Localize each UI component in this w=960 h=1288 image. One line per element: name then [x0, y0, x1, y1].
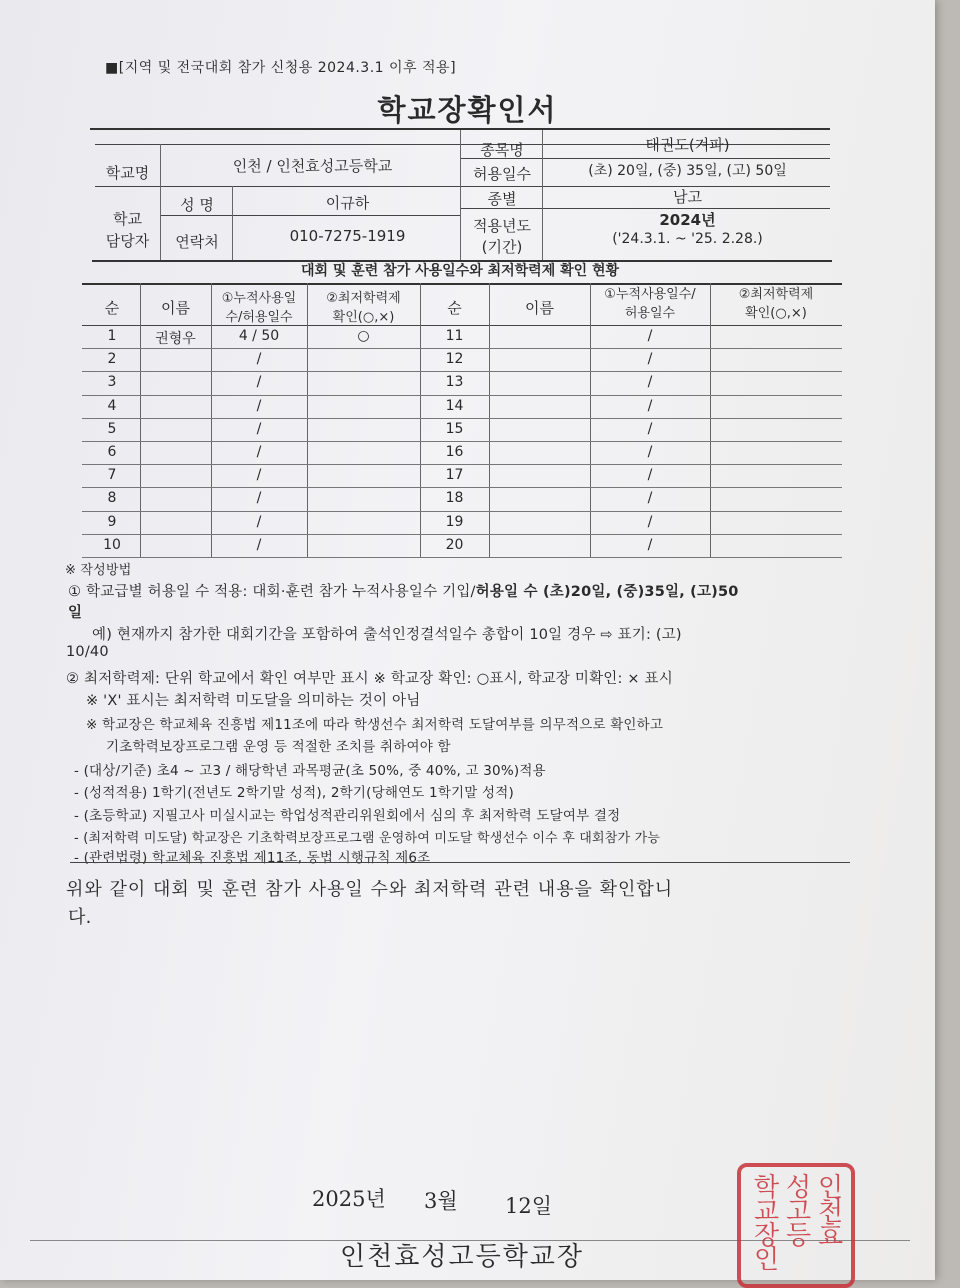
info-line — [160, 215, 460, 216]
table-caption: 대회 및 훈련 참가 사용일수와 최저학력제 확인 현황 — [300, 263, 620, 279]
header-num: 순 — [104, 299, 120, 317]
event-value: 태권도(겨파) — [645, 136, 730, 154]
notes-heading: ※ 작성방법 — [65, 563, 132, 578]
manager-label: 담당자 — [105, 232, 150, 250]
row-number: 5 — [107, 420, 117, 437]
category-label: 종별 — [487, 190, 517, 208]
table-row-border — [82, 418, 842, 419]
note-2: 예) 현재까지 참가한 대회기간을 포함하여 출석인정결석일수 총합이 10일 경우 ⇨ 표기: (고) — [92, 627, 682, 643]
header-days: ①누적사용일 — [221, 291, 297, 306]
row-days: / — [647, 490, 653, 507]
note-1 — [68, 580, 739, 601]
note-3: 10/40 — [66, 644, 109, 660]
row-days: / — [256, 490, 262, 507]
row-number: 11 — [445, 328, 464, 344]
row-number: 19 — [445, 513, 464, 530]
allowed-value: (초) 20일, (중) 35일, (고) 50일 — [588, 163, 787, 179]
row-days: / — [256, 444, 262, 460]
row-check: ○ — [357, 328, 370, 344]
info-col — [232, 186, 233, 260]
row-number: 20 — [445, 536, 464, 553]
row-days: / — [647, 513, 653, 530]
note-6: ※ 학교장은 학교체육 진흥법 제11조에 따라 학생선수 최저학력 도달여부를 의무적으로 확인하고 — [86, 717, 664, 733]
manager-label: 학교 — [113, 210, 142, 228]
principal-name: 인천효성고등학교장 — [340, 1242, 585, 1272]
row-number: 18 — [445, 490, 464, 507]
notes-divider — [70, 862, 850, 863]
row-number: 1 — [107, 328, 117, 344]
date-year: 2025년 — [312, 1187, 386, 1211]
table-row-border — [82, 487, 842, 488]
info-col — [460, 130, 461, 260]
row-days: / — [647, 536, 653, 553]
confirm-line-2: 다. — [68, 907, 92, 928]
row-number: 6 — [107, 444, 117, 460]
contact-label: 연락처 — [175, 233, 219, 251]
row-number: 10 — [103, 536, 121, 553]
name-value: 이규하 — [325, 194, 370, 212]
year-label: (기간) — [481, 238, 523, 256]
seal-text: 인천효 성고등 학교장인 — [749, 1173, 843, 1269]
header-name-right: 이름 — [525, 299, 554, 317]
row-days: / — [647, 328, 653, 344]
school-seal — [737, 1163, 855, 1288]
row-days: / — [647, 467, 653, 484]
school-label: 학교명 — [105, 164, 150, 182]
table-row-border — [82, 348, 842, 349]
note-12: - (관련법령) 학교체육 진흥법 제11조, 동법 시행규칙 제6조 — [74, 850, 431, 866]
note-1-cont: 일 — [68, 605, 83, 621]
header-check: 확인(○,×) — [332, 310, 395, 325]
confirm-line-1: 위와 같이 대회 및 훈련 참가 사용일 수와 최저학력 관련 내용을 확인합니 — [66, 879, 674, 900]
row-number: 12 — [445, 351, 464, 368]
period-value: ('24.3.1. ~ '25. 2.28.) — [612, 231, 763, 247]
document-title: 학교장확인서 — [377, 93, 558, 127]
row-number: 9 — [107, 513, 117, 530]
row-number: 13 — [445, 374, 464, 391]
form-tag: ■[지역 및 전국대회 참가 신청용 2024.3.1 이후 적용] — [105, 60, 457, 76]
row-days: / — [256, 420, 262, 437]
header-check: ②최저학력제 — [326, 291, 401, 306]
row-days: / — [647, 374, 653, 391]
header-num-right: 순 — [447, 299, 462, 317]
info-col — [542, 130, 543, 260]
row-days: / — [256, 467, 262, 484]
row-name: 권형우 — [155, 331, 196, 347]
header-days: 수/허용일수 — [225, 310, 293, 325]
date-month: 3월 — [424, 1189, 458, 1213]
row-number: 3 — [107, 374, 117, 391]
table-col — [489, 283, 490, 557]
allowed-label: 허용일수 — [473, 165, 531, 183]
row-days: / — [647, 351, 653, 368]
note-7: 기초학력보장프로그램 운영 등 적절한 조치를 취하여야 함 — [106, 739, 451, 755]
header-days-right: 허용일수 — [624, 306, 676, 321]
note-8: - (대상/기준) 초4 ~ 고3 / 해당학년 과목평균(초 50%, 중 40%, 고 30%)적용 — [74, 763, 546, 779]
table-row-border — [82, 441, 842, 442]
row-days: / — [256, 374, 262, 391]
table-header-border — [82, 325, 842, 326]
row-days: / — [647, 397, 653, 414]
header-days-right: ①누적사용일수/ — [604, 287, 696, 302]
table-row-border — [82, 464, 842, 465]
row-number: 7 — [107, 467, 117, 484]
header-check-right: ②최저학력제 — [738, 287, 814, 302]
category-value: 남고 — [673, 188, 702, 206]
row-number: 16 — [445, 444, 464, 460]
note-5: ※ 'X' 표시는 최저학력 미도달을 의미하는 것이 아님 — [86, 693, 421, 709]
row-number: 17 — [445, 467, 464, 484]
event-label: 종목명 — [480, 141, 524, 159]
info-col — [160, 144, 161, 260]
row-days: / — [256, 513, 262, 530]
note-9: - (성적적용) 1학기(전년도 2학기말 성적), 2학기(당해연도 1학기말 성적) — [74, 785, 514, 801]
row-days: / — [647, 444, 653, 460]
header-check-right: 확인(○,×) — [745, 306, 807, 321]
row-number: 8 — [107, 490, 117, 507]
note-1-bold: 허용일 수 (초)20일, (중)35일, (고)50 — [475, 584, 739, 600]
table-row-border — [82, 511, 842, 512]
table-col — [140, 283, 141, 557]
row-days: / — [256, 397, 262, 414]
table-row-border — [82, 395, 842, 396]
year-label: 적용년도 — [473, 217, 531, 235]
contact-value: 010-7275-1919 — [289, 227, 406, 245]
header-name: 이름 — [161, 299, 190, 317]
row-days: / — [647, 420, 653, 437]
note-10: - (초등학교) 지필고사 미실시교는 학업성적관리위원회에서 심의 후 최저학력 도달여부 결정 — [74, 808, 621, 824]
name-label: 성 명 — [180, 196, 214, 214]
table-col — [710, 283, 711, 557]
table-row-border — [82, 534, 842, 535]
year-value: 2024년 — [659, 211, 716, 229]
row-days: 4 / 50 — [238, 328, 280, 344]
date-day: 12일 — [505, 1194, 553, 1218]
row-number: 4 — [107, 397, 117, 414]
row-days: / — [256, 536, 262, 553]
note-1-text: ① 학교급별 허용일 수 적용: 대회·훈련 참가 누적사용일수 기입/ — [68, 584, 476, 600]
table-row-border — [82, 371, 842, 372]
row-number: 15 — [445, 420, 464, 437]
row-days: / — [256, 351, 262, 368]
row-number: 14 — [445, 397, 464, 414]
note-11: - (최저학력 미도달) 학교장은 기초학력보장프로그램 운영하여 미도달 학생선수 이수 후 대회참가 가능 — [74, 831, 661, 846]
row-number: 2 — [107, 351, 117, 368]
table-row-border — [82, 557, 842, 558]
note-4: ② 최저학력제: 단위 학교에서 확인 여부만 표시 ※ 학교장 확인: ○표시, 학교장 미확인: × 표시 — [66, 671, 673, 687]
school-value: 인천 / 인천효성고등학교 — [232, 157, 393, 175]
